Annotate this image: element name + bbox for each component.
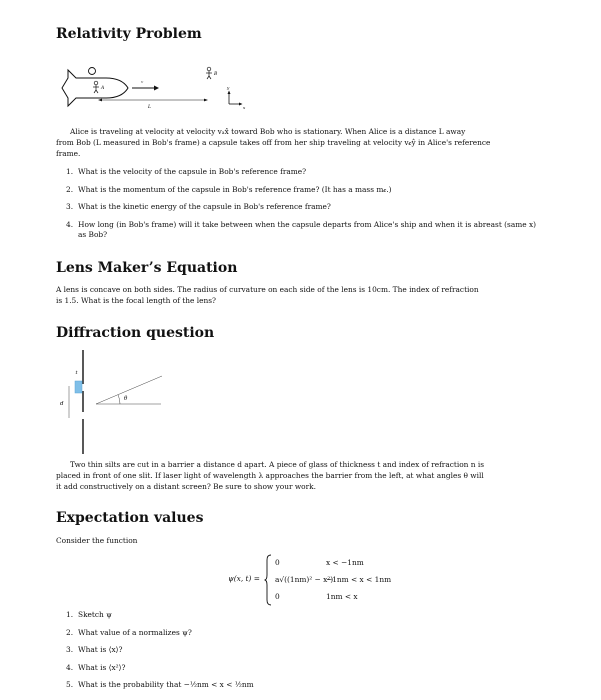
diffraction-text-line-3: it add constructively on a distant screen? Be sure to show your work. — [56, 481, 316, 491]
relativity-intro-line-3: frame. — [56, 148, 81, 158]
lens-text — [56, 285, 546, 306]
equation-lhs: ψ(x, t) = — [228, 574, 260, 583]
list-text: Sketch ψ — [78, 610, 112, 619]
x-axis-label: x — [243, 105, 246, 110]
thickness-label: t — [75, 370, 78, 376]
list-item — [66, 628, 546, 639]
alice-label: A — [101, 86, 105, 91]
list-text: What is the velocity of the capsule in Bob's reference frame? — [78, 167, 307, 176]
case1-value: 0 — [275, 558, 280, 567]
expectation-question-list — [66, 610, 546, 698]
relativity-question-list — [66, 167, 546, 248]
relativity-intro — [56, 127, 546, 138]
diffraction-text-line-2: placed in front of one slit. If laser light of wavelength λ approaches the barrier from the left, at what angles θ will — [56, 471, 484, 480]
spaceship-icon — [62, 70, 128, 106]
distance-label: L — [148, 105, 151, 110]
angle-arc — [118, 395, 120, 404]
list-text: What is the probability that −½nm < x < ½nm — [78, 680, 254, 689]
alice-figure-icon — [93, 81, 99, 93]
lens-text-line-2: is 1.5. What is the focal length of the lens? — [56, 295, 216, 305]
list-item — [66, 167, 546, 178]
list-item — [66, 202, 546, 213]
list-item — [66, 220, 546, 241]
diffraction-figure — [56, 348, 176, 458]
list-text: What is ⟨x²⟩? — [78, 662, 126, 672]
expectation-intro: Consider the function — [56, 536, 138, 545]
y-axis-label: y — [227, 85, 230, 90]
angle-label: θ — [124, 396, 128, 402]
case2-value: a√((1nm)² − x²) — [275, 575, 334, 584]
glass-piece — [75, 381, 82, 393]
separation-label: d — [60, 401, 64, 407]
list-text: What is ⟨x⟩? — [78, 645, 123, 654]
velocity-label: v — [141, 79, 144, 84]
list-text: How long (in Bob's frame) will it take between when the capsule departs from Alice's ship and when it is abreast (same x) as Bob? — [78, 219, 537, 239]
lens-text-line-1: A lens is concave on both sides. The radius of curvature on each side of the lens is 10cm. The index of refraction — [56, 285, 479, 294]
ray-line — [96, 376, 162, 404]
list-number: 1. — [66, 167, 74, 176]
axes-icon — [229, 93, 240, 104]
list-item — [66, 185, 546, 196]
diffraction-text-line-1: Two thin silts are cut in a barrier a distance d apart. A piece of glass of thickness t and index of refraction n is — [70, 460, 485, 469]
diffraction-text — [56, 460, 546, 471]
case3-condition: 1nm < x — [326, 592, 358, 601]
list-text: What value of a normalizes ψ? — [78, 627, 192, 637]
relativity-intro-line-2: from Bob (L measured in Bob's frame) a capsule takes off from her ship traveling at velocity v𝒸ŷ in Alice's reference — [56, 138, 491, 147]
porthole-icon — [89, 68, 96, 75]
list-number: 4. — [66, 662, 74, 672]
case2-condition: −1nm < x < 1nm — [326, 575, 392, 584]
case1-condition: x < −1nm — [326, 558, 364, 567]
list-number: 1. — [66, 610, 74, 619]
relativity-figure — [56, 60, 256, 120]
case3-value: 0 — [275, 592, 280, 601]
brace-icon — [264, 554, 272, 606]
relativity-intro-cont — [56, 138, 546, 159]
section-title-diffraction: Diffraction question — [56, 325, 215, 341]
bob-label: B — [214, 72, 218, 77]
piecewise-equation — [228, 552, 488, 608]
list-text: What is the kinetic energy of the capsule in Bob's reference frame? — [78, 202, 331, 211]
list-text: What is the momentum of the capsule in Bob's reference frame? (It has a mass m𝒸.) — [78, 184, 392, 194]
list-number: 2. — [66, 627, 74, 637]
diffraction-text-cont — [56, 471, 546, 492]
list-number: 3. — [66, 645, 74, 654]
list-item — [66, 663, 546, 674]
bob-figure-icon — [206, 67, 212, 79]
list-number: 5. — [66, 680, 74, 689]
list-number: 4. — [66, 219, 74, 229]
section-title-expectation: Expectation values — [56, 510, 204, 526]
list-number: 3. — [66, 202, 74, 211]
list-item — [66, 680, 546, 691]
section-title-relativity: Relativity Problem — [56, 26, 202, 42]
relativity-intro-line-1: Alice is traveling at velocity at velocity vₐx̂ toward Bob who is stationary. When Alice is a distance L away — [70, 127, 466, 136]
list-item — [66, 610, 546, 621]
list-item — [66, 645, 546, 656]
section-title-lens: Lens Maker’s Equation — [56, 260, 238, 276]
list-number: 2. — [66, 184, 74, 194]
